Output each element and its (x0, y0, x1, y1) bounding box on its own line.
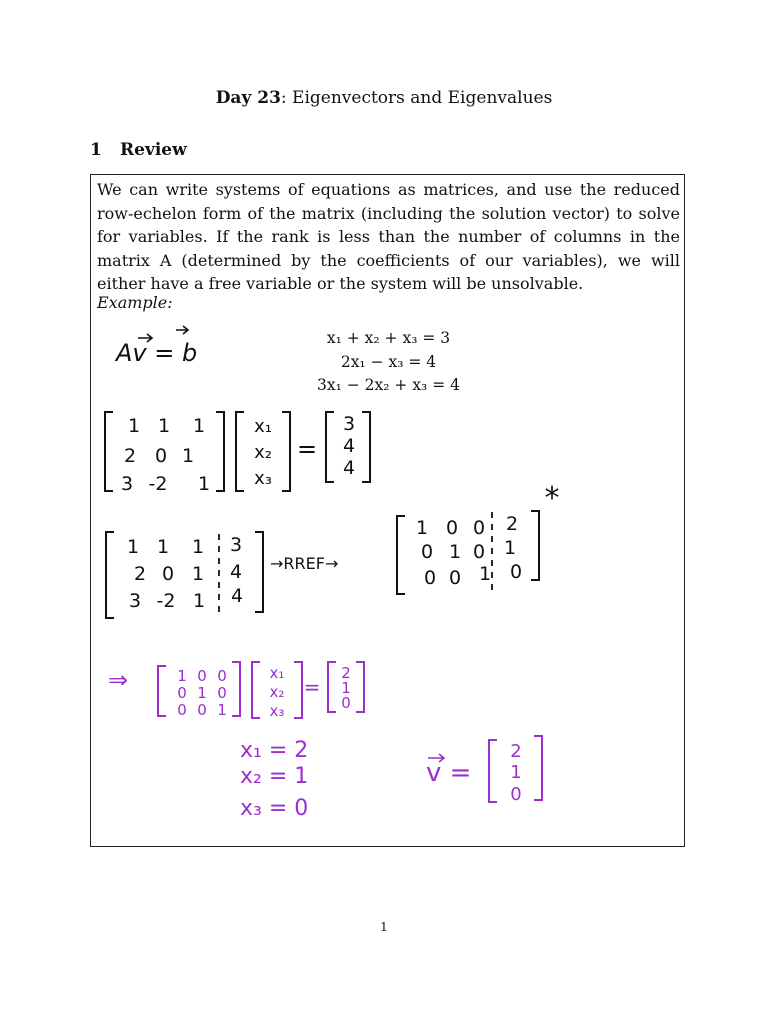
svg-text:2: 2 (133, 563, 147, 585)
svg-text:0: 0 (472, 517, 486, 539)
svg-text:x₃: x₃ (254, 468, 272, 489)
section-number: 1 (90, 140, 102, 160)
svg-text:-2: -2 (156, 590, 176, 612)
page-number: 1 (380, 920, 388, 934)
svg-text:4: 4 (230, 585, 244, 607)
implies-arrow: ⇒ (107, 666, 129, 694)
svg-text:1: 1 (126, 536, 140, 558)
svg-text:2: 2 (505, 513, 519, 535)
rref-arrow: →RREF→ (270, 554, 339, 573)
svg-text:1: 1 (510, 762, 522, 783)
svg-text:x₃: x₃ (269, 702, 285, 720)
v-vector-entries (510, 741, 521, 805)
svg-text:2: 2 (341, 664, 351, 682)
svg-text:3: 3 (342, 413, 356, 435)
svg-text:0: 0 (448, 567, 462, 589)
augmented-matrix-entries (127, 534, 243, 612)
svg-text:1: 1 (156, 536, 170, 558)
svg-text:0: 0 (509, 561, 523, 583)
identity-matrix-entries (177, 667, 227, 719)
svg-text:0: 0 (341, 694, 351, 712)
rhs-vector-entries (343, 413, 355, 479)
svg-text:x₁: x₁ (254, 416, 272, 437)
example-label: Example: (97, 293, 173, 312)
variable-vector-entries (254, 416, 272, 489)
svg-text:3: 3 (229, 534, 243, 556)
purple-equals-sign: = (303, 675, 321, 699)
equation-1: x₁ + x₂ + x₃ = 3 (326, 329, 451, 347)
svg-text:x₂ = 1: x₂ = 1 (240, 764, 309, 789)
svg-text:0: 0 (217, 667, 227, 685)
svg-text:1: 1 (478, 563, 492, 585)
svg-text:1: 1 (415, 517, 429, 539)
svg-text:1: 1 (217, 701, 227, 719)
solution-vector-entries (341, 664, 351, 712)
svg-text:2: 2 (510, 741, 522, 762)
svg-text:1: 1 (191, 563, 205, 585)
svg-text:1: 1 (191, 536, 205, 558)
svg-text:0: 0 (197, 667, 207, 685)
equation-3: 3x₁ − 2x₂ + x₃ = 4 (317, 376, 460, 394)
svg-text:4: 4 (342, 457, 356, 479)
svg-text:1: 1 (341, 679, 351, 697)
svg-text:1: 1 (157, 415, 171, 437)
v-vector-label (426, 754, 471, 788)
svg-text:0: 0 (423, 567, 437, 589)
svg-text:1: 1 (197, 684, 207, 702)
svg-text:2: 2 (123, 445, 137, 467)
svg-text:x₁ = 2: x₁ = 2 (240, 738, 309, 763)
svg-text:Av = b: Av = b (116, 339, 198, 367)
svg-text:0: 0 (445, 517, 459, 539)
section-title: Review (120, 140, 187, 160)
av-equals-b (114, 326, 197, 367)
solution-list (240, 738, 308, 821)
svg-text:0: 0 (510, 784, 522, 805)
svg-text:1: 1 (127, 415, 141, 437)
svg-text:x₃ = 0: x₃ = 0 (240, 796, 309, 821)
svg-text:0: 0 (154, 445, 168, 467)
svg-text:x₁: x₁ (269, 664, 285, 682)
svg-text:1: 1 (192, 590, 206, 612)
svg-text:0: 0 (161, 563, 175, 585)
svg-text:0: 0 (177, 701, 187, 719)
svg-text:-2: -2 (148, 473, 168, 495)
review-paragraph: We can write systems of equations as matrices, and use the reduced row-echelon form of the matrix (including the solution vector) to solve for variables. If the rank is less than the number of columns in the matrix A (determined by the coefficients of our variables), we will either have a free variable or the system will be unsolvable. (97, 180, 680, 293)
purple-variable-entries (270, 664, 285, 720)
svg-text:1: 1 (197, 473, 211, 495)
svg-text:4: 4 (229, 561, 243, 583)
svg-text:4: 4 (342, 435, 356, 457)
page-title: Day 23: Eigenvectors and Eigenvalues (215, 88, 553, 108)
svg-text:0: 0 (177, 684, 187, 702)
svg-text:1: 1 (192, 415, 206, 437)
equals-sign: = (296, 435, 318, 463)
svg-text:x₂: x₂ (269, 683, 285, 701)
equation-2: 2x₁ − x₃ = 4 (340, 352, 437, 371)
svg-text:0: 0 (217, 684, 227, 702)
svg-text:3: 3 (120, 473, 134, 495)
svg-text:0: 0 (472, 541, 486, 563)
svg-text:x₂: x₂ (254, 442, 272, 463)
svg-text:1: 1 (181, 445, 195, 467)
svg-text:3: 3 (128, 590, 142, 612)
svg-text:v =: v = (426, 758, 472, 788)
svg-text:1: 1 (448, 541, 462, 563)
svg-text:1: 1 (503, 537, 517, 559)
svg-text:1: 1 (177, 667, 187, 685)
svg-text:0: 0 (420, 541, 434, 563)
star-mark: * (544, 481, 560, 516)
svg-text:0: 0 (197, 701, 207, 719)
coefficient-matrix-entries (121, 415, 210, 495)
rref-matrix-entries (416, 513, 522, 589)
